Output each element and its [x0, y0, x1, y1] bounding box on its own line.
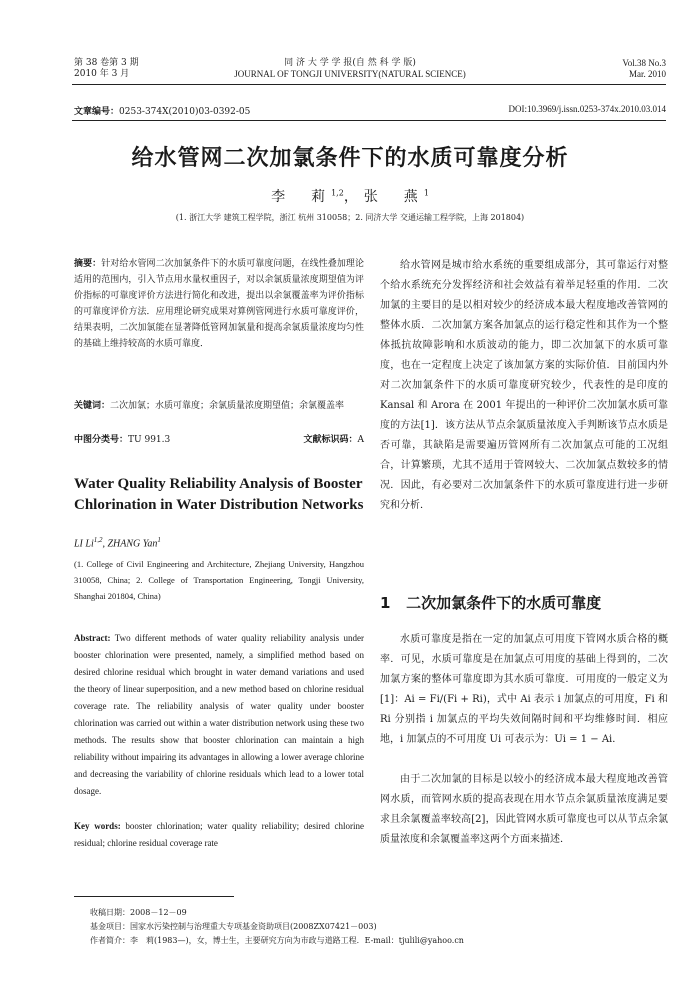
author-sep: ，	[343, 189, 364, 205]
affiliation-en: (1. College of Civil Engineering and Architecture, Zhejiang University, Hangzhou 310058, China; 2. College of Transportation Engineering, Tongji University, Shanghai 201804, China)	[74, 559, 364, 601]
section-1-heading	[380, 592, 601, 613]
author-2-sup: 1	[423, 188, 429, 198]
article-number	[74, 104, 250, 117]
keywords-en-text: booster chlorination; water quality reliability; desired chlorine residual; chlorine residual coverage rate	[74, 821, 365, 848]
section-1-para-1: 水质可靠度是指在一定的加氯点可用度下管网水质合格的概率．可见，水质可靠度是在加氯点可用度的基础上得到的，二次加氯方案的整体可靠度即为其水质可靠度．可用度的一般定义为[1]：Ai = Fi/(Fi + Ri)，式中 Ai 表示 i 加氯点的可用度，Fi 和 Ri 分别指 i 加氯点的平均失效间隔时间和平均维修时间．相应地，i 加氯点的不可用度 Ui 可表示为：Ui = 1 − Ai．	[380, 634, 668, 745]
header-journal-en: JOURNAL OF TONGJI UNIVERSITY(NATURAL SCIENCE)	[234, 69, 466, 79]
header-vol-number: Vol.38 No.3	[622, 58, 666, 68]
abstract-en-label: Abstract:	[74, 633, 111, 643]
footnote-fund: 基金项目：国家水污染控制与治理重大专项基金资助项目(2008ZX07421－003)	[90, 922, 377, 931]
clc-label: 中图分类号：	[74, 435, 129, 445]
doi: DOI:10.3969/j.issn.0253-374x.2010.03.014	[508, 104, 666, 114]
footnote-bio: 作者简介：李 莉(1983—)，女，博士生，主要研究方向为市政与道路工程．E-mail：tjulili@yahoo.cn	[90, 936, 464, 945]
author-2-en: ZHANG Yan	[107, 538, 158, 550]
author-line-en	[74, 536, 161, 549]
affiliation: (1. 浙江大学 建筑工程学院，浙江 杭州 310058；2. 同济大学 交通运输工程学院，上海 201804)	[175, 213, 525, 222]
paper-title-en: Water Quality Reliability Analysis of Booster Chlorination in Water Distribution Networks	[74, 476, 364, 513]
author-1-en-sup: 1,2	[93, 536, 103, 544]
doc-code-label: 文献标识码：	[303, 435, 358, 445]
footnote-rule	[74, 896, 234, 897]
abstract-en	[74, 630, 364, 800]
header-journal-cn: 同 济 大 学 学 报(自 然 科 学 版)	[284, 58, 416, 68]
header-vol-en	[560, 58, 666, 80]
keywords-cn-text: 二次加氯；水质可靠度；余氯质量浓度期望值；余氯覆盖率	[110, 401, 345, 411]
author-1: 李 莉	[271, 189, 332, 205]
author-line	[0, 186, 700, 206]
keywords-cn	[74, 398, 364, 414]
paper-title: 给水管网二次加氯条件下的水质可靠度分析	[131, 146, 569, 171]
abstract-cn-label: 摘要：	[74, 259, 102, 269]
author-2-en-sup: 1	[157, 536, 161, 544]
header-journal	[200, 58, 500, 80]
header-date: 2010 年 3 月	[74, 69, 130, 79]
article-number-value: 0253-374X(2010)03-0392-05	[119, 107, 251, 117]
article-number-label: 文章编号：	[74, 107, 120, 117]
author-1-sup: 1,2	[331, 188, 344, 198]
keywords-en	[74, 818, 364, 852]
doc-code-value: A	[357, 435, 364, 445]
header-volume-issue	[74, 58, 139, 80]
author-1-en: LI Li	[74, 538, 94, 550]
clc-value: TU 991.3	[128, 435, 171, 445]
intro-paragraph: 给水管网是城市给水系统的重要组成部分，其可靠运行对整个给水系统充分发挥经济和社会效益有着举足轻重的作用．二次加氯的主要目的是以相对较少的经济成本最大程度地改善管网的整体水质．二次加氯方案各加氯点的运行稳定性和其作为一个整体抵抗故障影响和水质波动的能力，即二次加氯下的水质可靠度，也在一定程度上决定了该加氯方案的实际价值．目前国内外对二次加氯条件下的水质可靠度研究较少，代表性的是印度的 Kansal 和 Arora 在 2001 年提出的一种评价二次加氯水质可靠度的方法[1]．该方法从节点余氯质量浓度入手判断该节点水质是否可靠，其缺陷是需要遍历管网所有二次加氯点可能的工况组合，计算繁琐，尤其不适用于管网较大、二次加氯点数较多的情况．因此，有必要对二次加氯条件下的水质可靠度进行进一步研究和分析．	[380, 260, 668, 511]
abstract-cn-text: 针对给水管网二次加氯条件下的水质可靠度问题，在线性叠加理论适用的范围内，引入节点用水量权重因子，对以余氯质量浓度期望值为评价指标的可靠度评价方法进行简化和改进，提出以余氯覆盖率为评价指标的可靠度评价方法．应用理论研究成果对算例管网进行水质可靠度评价，结果表明，二次加氯能在显著降低管网加氯量和提高余氯质量浓度均匀性的基础上维持较高的水质可靠度．	[74, 259, 364, 349]
section-1-number: 1	[380, 594, 391, 612]
author-sep-en: ,	[102, 538, 108, 550]
header-month: Mar. 2010	[629, 69, 666, 79]
meta-rule	[72, 120, 666, 121]
header-rule	[72, 84, 666, 85]
keywords-en-label: Key words:	[74, 821, 121, 831]
section-1-title: 二次加氯条件下的水质可靠度	[406, 594, 602, 612]
classification	[74, 432, 364, 448]
abstract-en-text: Two different methods of water quality reliability analysis under booster chlorination were presented, namely, a simplified method based on desired chlorine residual which brought in water demand variations and used the theory of linear superposition, and a new method based on chlorine residual coverage rate. The reliability analysis of water quality under booster chlorination was carried out within a water distribution network using these two methods. The results show that booster chlorination can maintain a high reliability without impairing its advantages in allowing a lower average chlorine and decreasing the variability of chlorine residuals which lead to a lower total dosage.	[74, 633, 364, 796]
keywords-cn-label: 关键词：	[74, 401, 111, 411]
footnote-received: 收稿日期：2008－12－09	[90, 908, 187, 917]
section-1-para-2: 由于二次加氯的目标是以较小的经济成本最大程度地改善管网水质，而管网水质的提高表现在用水节点余氯质量浓度满足要求且余氯覆盖率较高[2]，因此管网水质可靠度也可以从节点余氯质量浓度和余氯覆盖率这两个方面来描述．	[380, 774, 668, 845]
abstract-cn	[74, 256, 364, 352]
header-volume: 第 38 卷第 3 期	[74, 58, 139, 68]
author-2: 张 燕	[363, 189, 424, 205]
